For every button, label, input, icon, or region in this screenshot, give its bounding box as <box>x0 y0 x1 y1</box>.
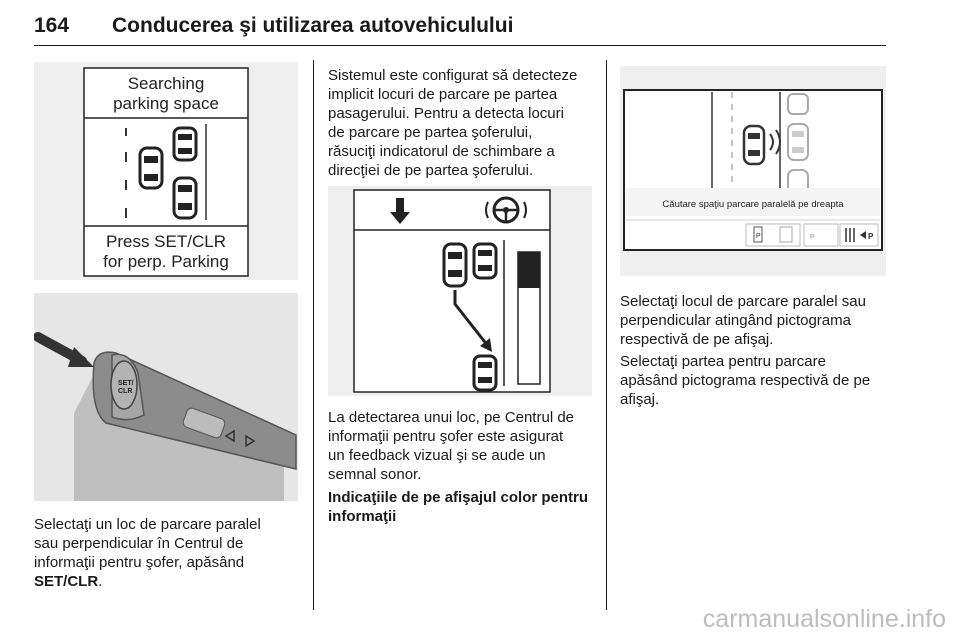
text-line: Selectaţi locul de parcare paralel sau <box>620 293 866 310</box>
column1-paragraph <box>34 515 304 591</box>
text-line: La detectarea unui loc, pe Centrul de <box>328 409 574 426</box>
set-label: SET/ <box>118 380 134 387</box>
page-number: 164 <box>34 14 70 37</box>
text-line: apăsând pictograma respectivă de pe <box>620 372 871 389</box>
text-line: Sistemul este configurat să detecteze <box>328 67 578 84</box>
clr-label: CLR <box>118 388 133 395</box>
column2-paragraph2 <box>328 408 600 484</box>
text-line: sau perpendicular în Centrul de <box>34 535 244 552</box>
text-line: pasagerului. Pentru a detecta locuri <box>328 105 564 122</box>
parked-car-icon <box>474 244 496 278</box>
own-car-icon <box>444 244 466 286</box>
dic-display-figure <box>34 62 298 280</box>
indicator-stalk-illustration <box>34 293 298 501</box>
watermark: carmanualsonline.info <box>702 605 946 633</box>
text-line: direcţiei de pe partea şoferului. <box>328 162 534 179</box>
indicator-stalk-figure <box>34 293 298 501</box>
color-display-illustration <box>620 66 886 276</box>
page-title: Conducerea şi utilizarea autovehiculului <box>112 14 514 37</box>
distance-bar-fill <box>518 252 540 288</box>
parked-car-icon <box>174 178 196 218</box>
set-clr-bold: SET/CLR <box>34 573 99 590</box>
text-line <box>34 572 304 591</box>
own-car-icon <box>744 126 764 164</box>
text-line: afişaj. <box>620 391 660 408</box>
text-line: Selectaţi partea pentru parcare <box>620 353 826 370</box>
text-line: implicit locuri de parcare pe partea <box>328 86 558 103</box>
parked-car-icon <box>788 124 808 160</box>
text-line: un feedback vizual şi se aude un <box>328 447 546 464</box>
column-divider-right <box>606 60 607 610</box>
heading-line: informaţii <box>328 508 397 525</box>
display-press-set-text: Press SET/CLR <box>106 232 226 251</box>
text-line: semnal sonor. <box>328 466 422 483</box>
column3-paragraph2 <box>620 352 892 409</box>
page-header <box>34 6 886 46</box>
parked-car-icon <box>788 94 808 114</box>
text-line: răsuciţi indicatorul de schimbare a <box>328 143 555 160</box>
color-display-figure <box>620 66 886 276</box>
parking-guidance-illustration <box>328 186 592 396</box>
side-select-p: P <box>868 232 874 241</box>
dic-display-illustration <box>34 62 298 280</box>
text-line: Selectaţi un loc de parcare paralel <box>34 516 261 533</box>
screen-caption: Căutare spaţiu parcare paralelă pe dreapta <box>662 199 844 210</box>
display-perp-parking-text: for perp. Parking <box>103 252 229 271</box>
sentence-end: . <box>98 573 103 590</box>
text-line: respectivă de pe afişaj. <box>620 331 774 348</box>
display-searching-text: Searching <box>127 74 205 93</box>
heading-line: Indicaţiile de pe afişajul color pentru <box>328 489 589 506</box>
own-car-icon <box>140 148 162 188</box>
parallel-icon-p: P <box>810 234 815 241</box>
column-divider-left <box>313 60 314 610</box>
column2-paragraph1 <box>328 66 600 180</box>
display-parking-space-text: parking space <box>113 94 219 113</box>
column2-heading <box>328 488 600 526</box>
text-line: informaţii pentru şofer este asigurat <box>328 428 564 445</box>
column3-paragraph1 <box>620 292 892 349</box>
text-line: perpendicular atingând pictograma <box>620 312 851 329</box>
perp-icon-p: P <box>756 233 761 240</box>
parked-car-icon <box>174 128 196 160</box>
text-line: informaţii pentru şofer, apăsând <box>34 554 245 571</box>
text-line: de parcare pe partea şoferului, <box>328 124 533 141</box>
target-car-icon <box>474 356 496 390</box>
parking-guidance-figure <box>328 186 592 396</box>
